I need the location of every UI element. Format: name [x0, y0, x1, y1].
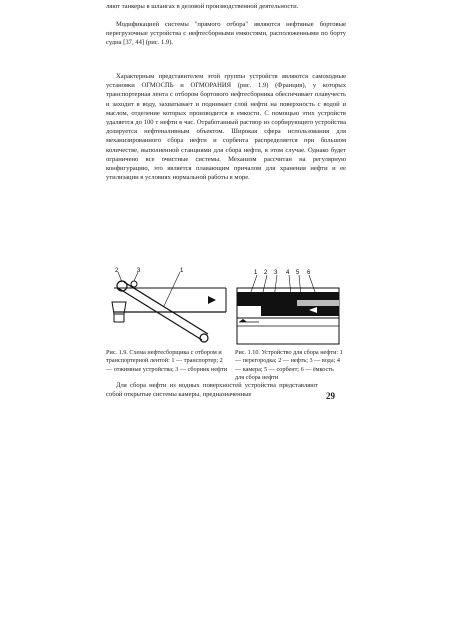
figure2-label: 4 [286, 270, 290, 276]
figure-oil-collector-drawing [233, 266, 343, 348]
paragraph [106, 381, 318, 399]
figure-oil-collector-device [233, 266, 343, 348]
figure1-label: 1 [180, 268, 184, 274]
top-text-line: ляют танкеры в шлангах в деловой производственной деятельности. [106, 3, 299, 10]
figure-skimmer-conveyor-drawing [104, 266, 230, 348]
figure2-label: 6 [307, 270, 311, 276]
paragraph-text: Для сбора нефти из водных поверхностей устройства представляют собой открытые системы камеры, предназначенные [106, 382, 318, 399]
paragraph-text: Модификацией системы "прямого отбора" являются нефтяные бортовые перегрузочные устройства с нефтесборными емкостями, расположенными по борту судна [37, 44] (рис. 1.9). [106, 21, 346, 47]
figure2-label: 3 [274, 270, 278, 276]
paragraph-text: Характерным представителем этой группы устройств являются самоходные установки ОГМОСПЬ и ОГМОРАНИЯ (рис. 1.9) (Франция), у которых транспортерная лента с отбором бортового нефтесборника обеспечивает плавучесть и заходит в воду, захватывает и поднимает слой нефти на поверхность с водой и маслом, отделение которых производится в емкости. С помощью этих устройств удаляется до 100 т нефти в час. Отработанный раствор из сорбирующего устройства дозируется нефтеналивным объектом. Широкая сфера использования для механизированного сбора нефти и сорбента распределяется при большом количестве, выполненной станциями для сбора нефти, в этом случае. Однако будет ограничено все очистные системы. Механизм рассчитан на регулярную конфигурацию, это является плавающим причалом для хранения нефти и ее утилизации в условиях нормальной работы в море. [106, 73, 346, 182]
paragraph [106, 72, 346, 182]
paragraph [106, 20, 346, 48]
figure2-label: 2 [264, 270, 268, 276]
figure-caption: Рис. 1.9. Схема нефтесборщика с отбором и транспортерной лентой: 1 — транспортер; 2 — отжимные устройства; 3 — сборник нефти [106, 349, 228, 373]
figure-caption: Рис. 1.10. Устройство для сбора нефти: 1 — перегородка; 2 — нефть; 3 — вода; 4 — камера; 5 — сорбент; 6 — ёмкость для сбора нефти [235, 349, 343, 382]
page-number: 29 [326, 391, 335, 401]
figure2-label: 1 [254, 270, 258, 276]
figure2-label: 5 [296, 270, 300, 276]
figure1-label: 2 [115, 268, 119, 274]
figure1-label: 3 [137, 268, 141, 274]
figure-skimmer-conveyor [104, 266, 230, 348]
